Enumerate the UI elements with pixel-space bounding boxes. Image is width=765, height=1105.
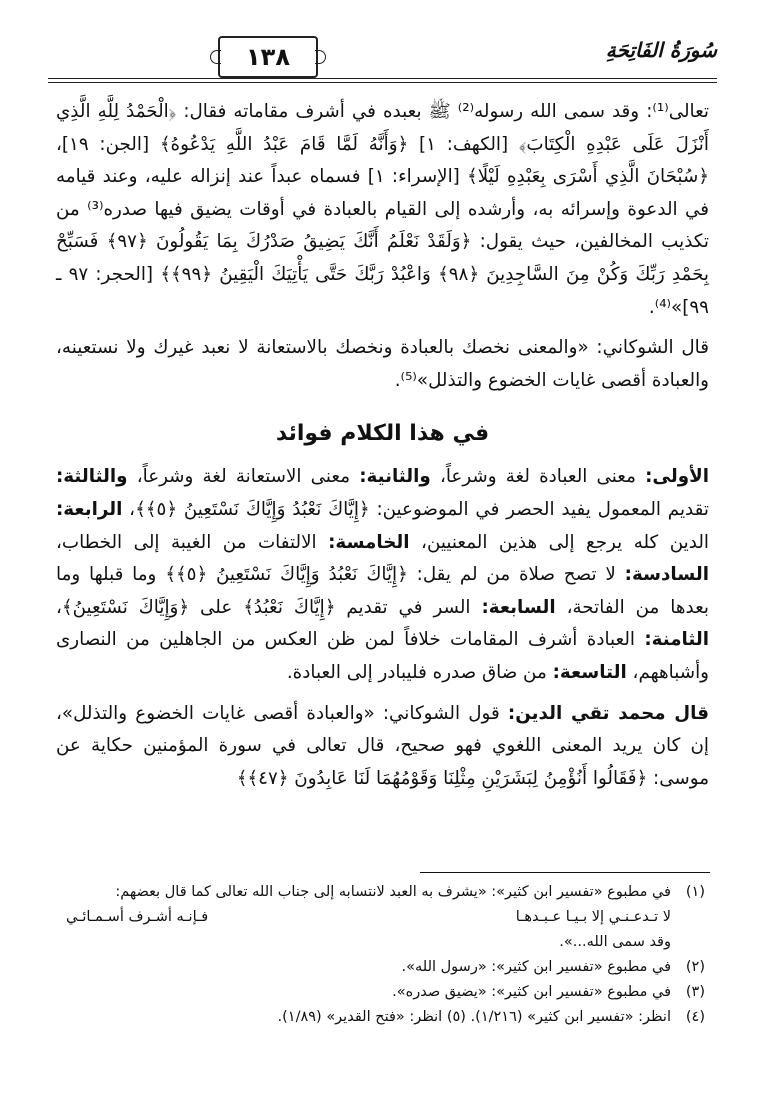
benefit-text: الالتفات من الغيبة إلى الخطاب، xyxy=(56,531,329,553)
benefit-label: الرابعة: xyxy=(56,498,123,520)
poem-hemistich-right: لا تـدعـنـي إلا بـيـا عـبـدهـا xyxy=(515,909,671,925)
paragraph-commentary xyxy=(56,698,709,796)
page-header xyxy=(48,32,717,84)
footnote-number: (٢) xyxy=(685,959,705,975)
benefit-label: الثامنة: xyxy=(644,629,709,651)
benefit-label: الخامسة: xyxy=(328,531,410,553)
page-number: ١٣٨ xyxy=(218,36,318,78)
benefit-text: معنى العبادة لغة وشرعاً، xyxy=(430,466,646,488)
benefit-label: السادسة: xyxy=(624,564,710,586)
footnote-number: (٣) xyxy=(685,984,705,1000)
benefits-paragraph xyxy=(56,461,709,689)
footnote-number xyxy=(671,930,705,955)
benefit-text: معنى الاستعانة لغة وشرعاً، xyxy=(127,466,360,488)
benefit-text: العبادة أشرف المقامات خلافاً لمن ظن العكس من الجاهلين من النصارى وأشباههم، xyxy=(56,629,709,683)
benefit-label: والثانية: xyxy=(359,466,431,488)
paragraph-1: تعالى⁽¹⁾: وقد سمى الله رسوله⁽²⁾ ﷺ بعبده في أشرف مقاماته فقال: ﴿الْحَمْدُ لِلَّهِ الَّذِي أَنْزَلَ عَلَى عَبْدِهِ الْكِتَابَ﴾ [الكهف: ١] ﴿وَأَنَّهُ لَمَّا قَامَ عَبْدُ اللَّهِ يَدْعُوهُ﴾ [الجن: ١٩]، ﴿سُبْحَانَ الَّذِي أَسْرَى بِعَبْدِهِ لَيْلًا﴾ [الإسراء: ١] فسماه عبداً عند إنزاله عليه، وعند قيامه في الدعوة وإسرائه به، وأرشده إلى القيام بالعبادة في أوقات يضيق فيها صدره⁽³⁾ من تكذيب المخالفين، حيث يقول: ﴿وَلَقَدْ نَعْلَمُ أَنَّكَ يَضِيقُ صَدْرُكَ بِمَا يَقُولُونَ ﴿٩٧﴾ فَسَبِّحْ بِحَمْدِ رَبِّكَ وَكُنْ مِنَ السَّاجِدِينَ ﴿٩٨﴾ وَاعْبُدْ رَبَّكَ حَتَّى يَأْتِيَكَ الْيَقِينُ ﴿٩٩﴾﴾ [الحجر: ٩٧ ـ ٩٩]»⁽⁴⁾. xyxy=(56,101,710,318)
commentary-text: قول الشوكاني: «والعبادة أقصى غايات الخضوع والتذلل»، إن كان يريد المعنى اللغوي فهو صحيح، قال تعالى في سورة المؤمنين حكاية عن موسى: ﴿فَقَالُوا أَنُؤْمِنُ لِبَشَرَيْنِ مِثْلِنَا وَقَوْمُهُمَا لَنَا عَابِدُونَ ﴿٤٧﴾﴾ xyxy=(56,702,709,789)
commentator-label: قال محمد تقي الدين: xyxy=(507,702,710,724)
footnote-text: وقد سمى الله...». xyxy=(559,934,671,950)
footnotes xyxy=(56,880,705,1030)
benefit-text: من ضاق صدره فليبادر إلى العبادة. xyxy=(286,661,553,683)
footnote-item xyxy=(56,1005,705,1030)
footnote-text: في مطبوع «تفسير ابن كثير»: «يضيق صدره». xyxy=(392,984,671,1000)
benefit-text: لا تصح صلاة من لم يقل: ﴿إِيَّاكَ نَعْبُدُ وَإِيَّاكَ نَسْتَعِينُ ﴿٥﴾﴾ وما قبلها وما بعدها من الفاتحة، xyxy=(56,564,709,618)
footnote-item xyxy=(56,930,705,955)
main-text xyxy=(56,96,709,795)
footnote-text: في مطبوع «تفسير ابن كثير»: «رسول الله». xyxy=(401,959,671,975)
header-rule-inner xyxy=(48,82,717,83)
benefit-label: الأولى: xyxy=(645,466,710,488)
benefit-text: السر في تقديم ﴿إِيَّاكَ نَعْبُدُ﴾ على ﴿وَإِيَّاكَ نَسْتَعِينُ﴾، xyxy=(56,596,482,618)
paragraph-shawkani-quote: قال الشوكاني: «والمعنى نخصك بالعبادة ونخصك بالاستعانة لا نعبد غيرك ولا نستعينه، والعبادة أقصى غايات الخضوع والتذلل»⁽⁵⁾. xyxy=(56,337,709,391)
benefit-text: تقديم المعمول يفيد الحصر في الموضوعين: ﴿إِيَّاكَ نَعْبُدُ وَإِيَّاكَ نَسْتَعِينُ ﴿٥﴾﴾، xyxy=(122,498,709,520)
poem-hemistich-left: فـإنـه أشـرف أسـمـائـي xyxy=(66,909,209,925)
footnote-divider xyxy=(420,872,710,873)
footnote-number: (١) xyxy=(685,884,705,900)
benefit-label: والثالثة: xyxy=(56,466,128,488)
footnote-number: (٤) xyxy=(685,1009,705,1025)
header-rule xyxy=(48,78,717,79)
footnote-poem-line xyxy=(56,905,705,930)
surah-title: سُورَةُ الفَاتِحَةِ xyxy=(605,38,717,62)
footnote-text: انظر: «تفسير ابن كثير» (١/٢١٦). (٥) انظر: «فتح القدير» (١/٨٩). xyxy=(277,1009,671,1025)
benefit-label: السابعة: xyxy=(481,596,556,618)
benefit-text: الدين كله يرجع إلى هذين المعنيين، xyxy=(409,531,709,553)
section-title: في هذا الكلام فوائد xyxy=(275,421,490,447)
footnote-item xyxy=(56,955,705,980)
footnote-item xyxy=(56,880,705,905)
footnote-text: في مطبوع «تفسير ابن كثير»: «يشرف به العبد لانتسابه إلى جناب الله تعالى كما قال بعضهم: xyxy=(115,884,671,900)
benefit-label: التاسعة: xyxy=(552,661,627,683)
footnote-item xyxy=(56,980,705,1005)
